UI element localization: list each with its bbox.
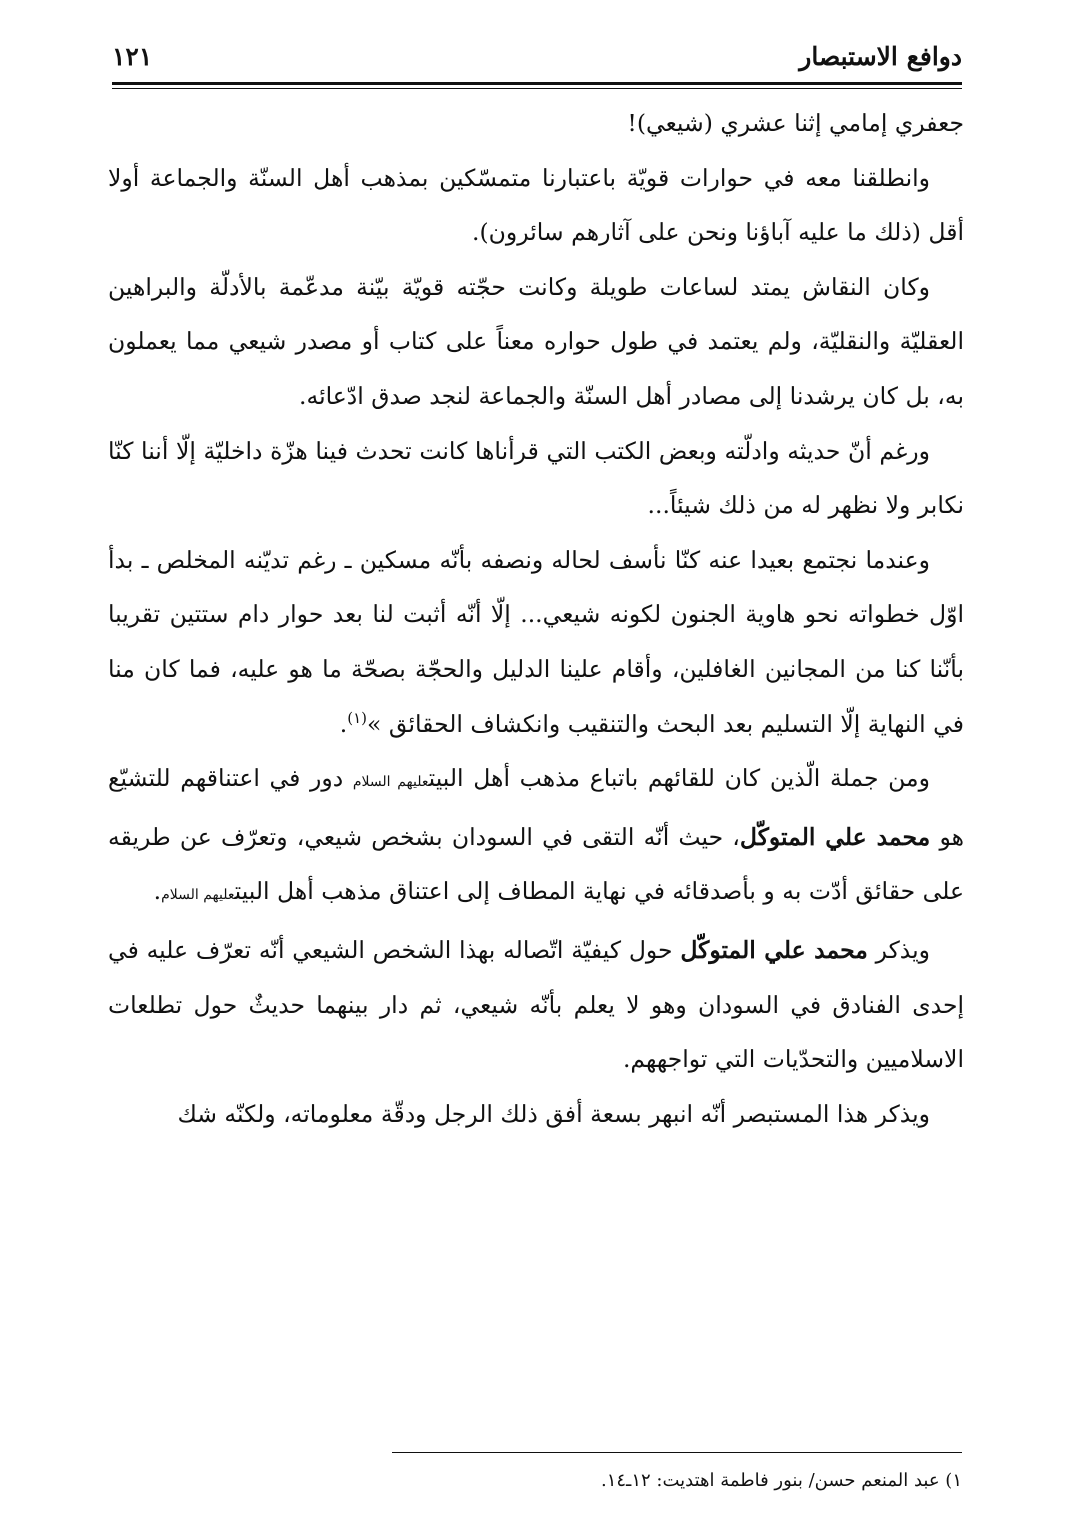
paragraph-3: وكان النقاش يمتد لساعات طويلة وكانت حجّته قويّة بيّنة مدعّمة بالأدلّة والبراهين العقليّة والنقليّة، ولم يعتمد في طول حواره معناً على كتاب أو مصدر شيعي مما يعملون به، بل كان يرشدنا إلى مصادر أهل السنّة والجماعة لنجد صدق ادّعائه.: [108, 272, 964, 410]
salutation-mark: عليهم السلام: [352, 774, 429, 791]
footnote-reference[interactable]: (١): [347, 708, 368, 727]
paragraph-4: ورغم أنّ حديثه وادلّته وبعض الكتب التي قرأناها كانت تحدث فينا هزّة داخليّة إلّا أننا كنّا نكابر ولا نظهر له من ذلك شيئاً...: [108, 436, 964, 520]
paragraph-7-text-a: ويذكر: [867, 935, 930, 964]
paragraph-6-text-a: ومن جملة الّذين كان للقائهم باتباع مذهب أهل البيت: [428, 764, 930, 793]
paragraph-6-text-b: دور في اعتناقهم للتشيّع هو: [108, 764, 965, 851]
person-name: محمد علي المتوكّل: [739, 822, 931, 851]
page-number: ١٢١: [112, 42, 153, 71]
paragraph-2: وانطلقنا معه في حوارات قويّة باعتبارنا متمسّكين بمذهب أهل السنّة والجماعة أولا أقل (ذلك ما عليه آباؤنا ونحن على آثارهم سائرون).: [108, 163, 964, 247]
paragraph-6: [108, 751, 964, 923]
footnote: ١) عبد المنعم حسن/ بنور فاطمة اهتديت: ١٢ـ١٤.: [600, 1470, 962, 1491]
paragraph-5: [108, 533, 964, 751]
header-rule-thin: [112, 88, 962, 89]
page-header: [112, 38, 962, 80]
running-title: دوافع الاستبصار: [799, 42, 962, 71]
paragraph-6-end: .: [153, 877, 162, 906]
paragraph-5-end: .: [339, 709, 348, 738]
person-name-2: محمد علي المتوكّل: [680, 935, 868, 964]
paragraph-6-text-c: ، حيث أنّه التقى في السودان بشخص شيعي، وتعرّف عن طريقه على حقائق أدّت به و بأصدقائه في نهاية المطاف إلى اعتناق مذهب أهل البيت: [108, 822, 964, 906]
paragraph-7: [108, 923, 964, 1087]
body-text: [108, 96, 964, 1141]
salutation-mark-2: عليهم السلام: [161, 887, 235, 904]
footnote-separator: [392, 1452, 962, 1453]
paragraph-1: جعفري إمامي إثنا عشري (شيعي)!: [627, 109, 964, 137]
paragraph-8: ويذكر هذا المستبصر أنّه انبهر بسعة أفق ذلك الرجل ودقّة معلوماته، ولكنّه شك: [177, 1099, 930, 1128]
paragraph-7-text-b: حول كيفيّة اتّصاله بهذا الشخص الشيعي أنّه تعرّف عليه في إحدى الفنادق في السودان وهو لا يعلم بأنّه شيعي، ثم دار بينهما حديثٌ حول تطلعات الاسلاميين والتحدّيات التي تواجههم.: [108, 935, 964, 1074]
header-rule: [112, 82, 962, 85]
paragraph-5-text: وعندما نجتمع بعيدا عنه كنّا نأسف لحاله ونصفه بأنّه مسكين ـ رغم تديّنه المخلص ـ بدأ اوّل خطواته نحو هاوية الجنون لكونه شيعي... إلّا أنّه أثبت لنا بعد حوار دام ستتين تقريبا بأنّنا كنا من المجانين الغافلين، وأقام علينا الدليل والحجّة بصحّة ما هو عليه، فما كان منا في النهاية إلّا التسليم بعد البحث والتنقيب وانكشاف الحقائق »: [108, 545, 964, 738]
